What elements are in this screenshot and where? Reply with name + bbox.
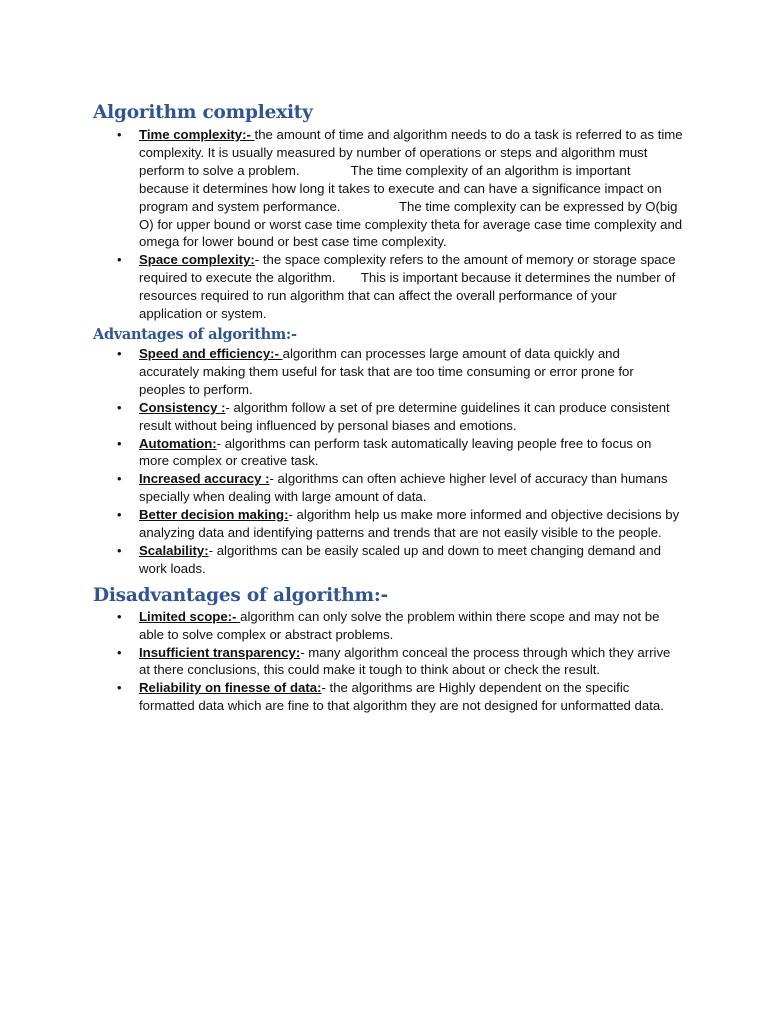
list-item-better-decision-making <box>93 506 683 542</box>
term-speed-efficiency: Speed and efficiency:- <box>139 345 283 361</box>
desc-time-complexity: the amount of time and algorithm needs to do a task is referred to as time complexity. It is usually measured by number of operations or steps and algorithm must perform to solve a problem. The time complexity of an algorithm is important because it determines how long it takes to execute and can have a significance impact on program and system performance. The time complexity can be expressed by O(big O) for upper bound or worst case time complexity theta for average case time complexity and omega for lower bound or best case time complexity. <box>139 127 687 250</box>
list-item-speed-efficiency <box>93 345 683 399</box>
term-limited-scope: Limited scope:- <box>139 608 241 624</box>
section-advantages <box>93 325 683 578</box>
bullet-icon: • <box>117 680 122 696</box>
list-complexity-items <box>93 126 687 323</box>
term-space-complexity: Space complexity: <box>139 252 255 268</box>
term-scalability: Scalability: <box>139 542 209 558</box>
desc-reliability-on-data: - the algorithms are Highly dependent on the specific formatted data which are fine to that algorithm they are not designed for unformatted data. <box>139 680 664 714</box>
list-disadvantages <box>93 608 683 715</box>
desc-speed-efficiency: algorithm can processes large amount of data quickly and accurately making them useful for task that are too time consuming or error prone for peoples to perform. <box>139 345 634 397</box>
heading-algorithm-complexity: Algorithm complexity <box>93 102 313 123</box>
bullet-icon: • <box>117 644 122 660</box>
term-consistency: Consistency : <box>139 399 226 415</box>
bullet-icon: • <box>117 127 122 142</box>
section-disadvantages <box>93 584 683 715</box>
list-item-increased-accuracy <box>93 470 683 506</box>
desc-insufficient-transparency: - many algorithm conceal the process through which they arrive at there conclusions, this could make it tough to think about or check the result. <box>139 644 671 678</box>
list-item-reliability-on-data <box>93 679 683 715</box>
list-item-limited-scope <box>93 608 683 644</box>
list-item-time-complexity <box>93 126 687 251</box>
desc-better-decision-making: - algorithm help us make more informed and objective decisions by analyzing data and identifying patterns and trends that are not easily visible to the people. <box>139 507 680 541</box>
desc-increased-accuracy: - algorithms can often achieve higher level of accuracy than humans specially when dealing with large amount of data. <box>139 471 668 505</box>
document-body <box>93 101 687 715</box>
term-automation: Automation: <box>139 435 217 451</box>
bullet-icon: • <box>117 399 122 415</box>
desc-scalability: - algorithms can be easily scaled up and down to meet changing demand and work loads. <box>139 542 661 576</box>
bullet-icon: • <box>117 252 122 268</box>
term-better-decision-making: Better decision making: <box>139 507 289 523</box>
bullet-icon: • <box>117 345 122 361</box>
bullet-icon: • <box>117 471 122 487</box>
bullet-icon: • <box>117 507 122 523</box>
term-insufficient-transparency: Insufficient transparency: <box>139 644 301 660</box>
term-reliability-on-data: Reliability on finesse of data: <box>139 680 322 696</box>
bullet-icon: • <box>117 435 122 451</box>
list-item-automation <box>93 435 683 471</box>
desc-space-complexity: - the space complexity refers to the amount of memory or storage space required to execute the algorithm. This is important because it determines the number of resources required to run algorithm that can affect the overall performance of your application or system. <box>139 252 680 322</box>
term-time-complexity: Time complexity:- <box>139 127 255 142</box>
list-item-scalability <box>93 542 683 578</box>
section-algorithm-complexity <box>93 101 687 323</box>
bullet-icon: • <box>117 542 122 558</box>
heading-advantages: Advantages of algorithm:- <box>93 325 297 343</box>
heading-disadvantages: Disadvantages of algorithm:- <box>93 584 388 606</box>
term-increased-accuracy: Increased accuracy : <box>139 471 270 487</box>
list-item-insufficient-transparency <box>93 644 683 680</box>
desc-consistency: - algorithm follow a set of pre determine guidelines it can produce consistent result without being influenced by personal biases and emotions. <box>139 399 670 433</box>
list-item-space-complexity <box>93 251 683 323</box>
list-advantages <box>93 345 683 578</box>
bullet-icon: • <box>117 608 122 624</box>
list-item-consistency <box>93 399 683 435</box>
desc-automation: - algorithms can perform task automatically leaving people free to focus on more complex or creative task. <box>139 435 652 469</box>
desc-limited-scope: algorithm can only solve the problem within there scope and may not be able to solve complex or abstract problems. <box>139 608 660 642</box>
